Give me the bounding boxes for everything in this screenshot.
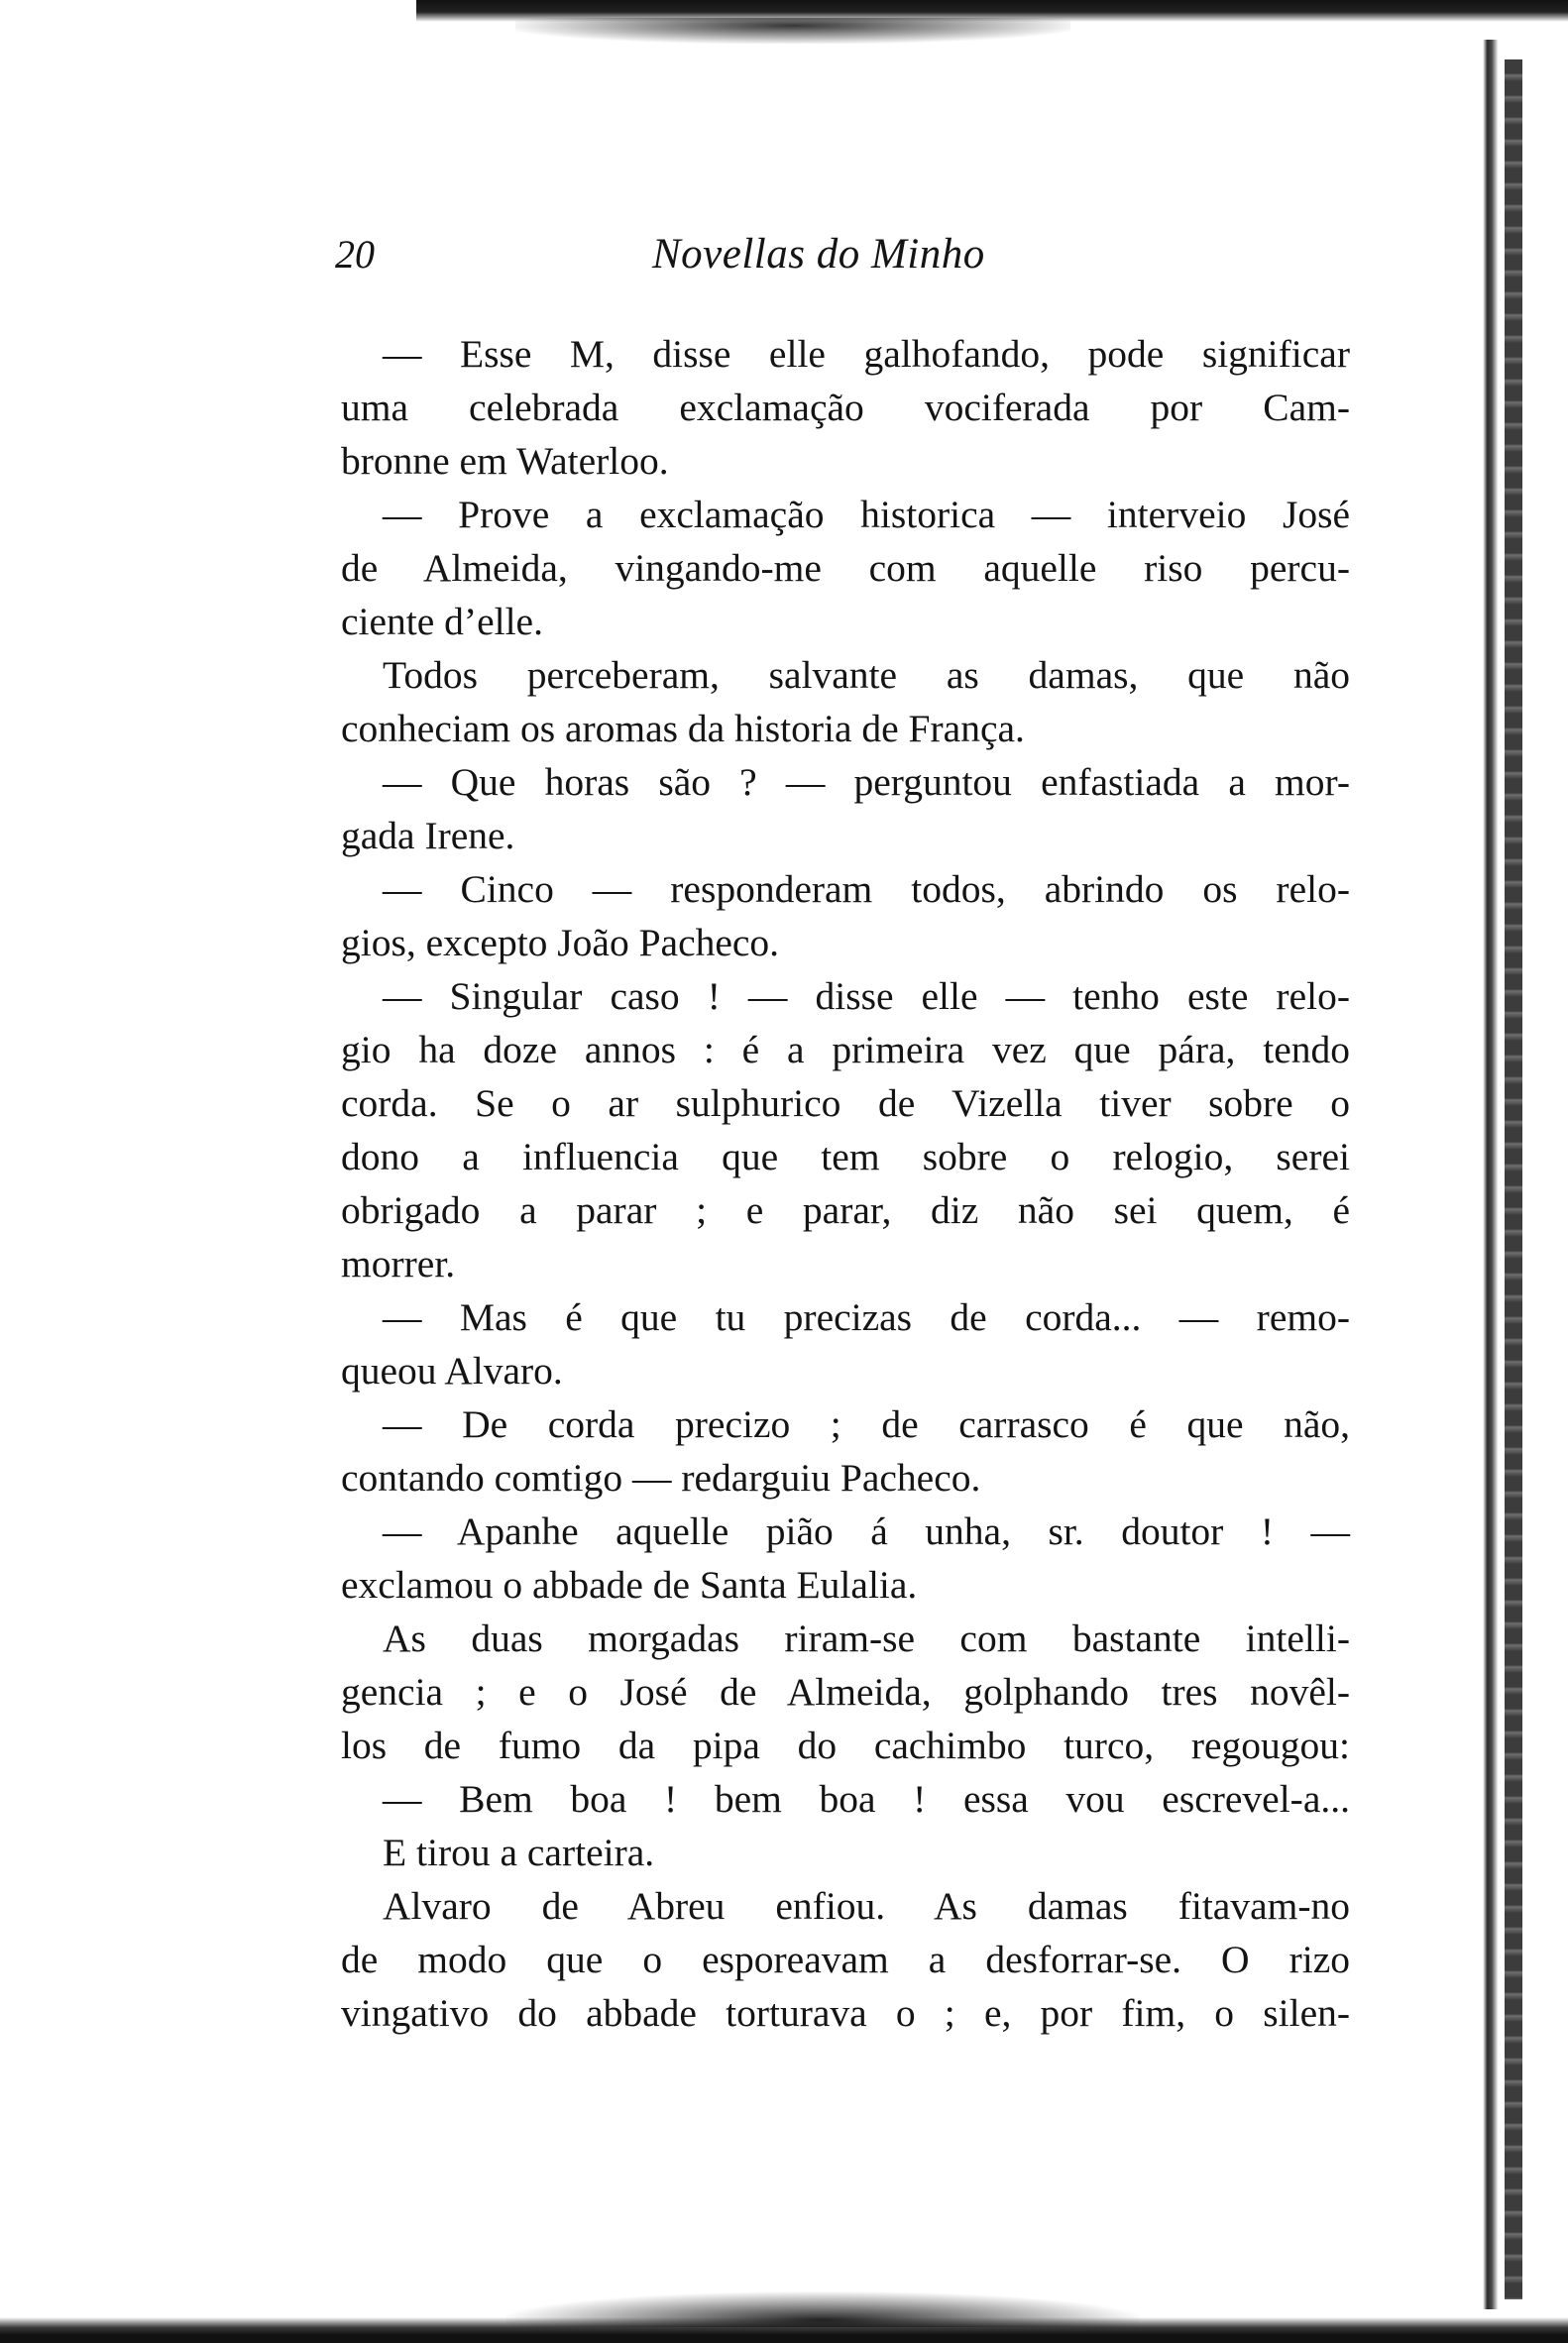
- text-line: gada Irene.: [341, 814, 515, 857]
- text-line: ciente d’elle.: [341, 600, 543, 643]
- text-line: vingativo do abbade torturava o ; e, por fim, o silen-: [341, 1991, 1350, 2035]
- text-line: — Cinco — responderam todos, abrindo os relo-: [383, 867, 1350, 911]
- text-line: — Prove a exclamação historica — interveio José: [383, 493, 1350, 536]
- text-line: gencia ; e o José de Almeida, golphando tres novêl-: [341, 1670, 1350, 1714]
- text-line: contando comtigo — redarguiu Pacheco.: [341, 1456, 981, 1500]
- text-line: dono a influencia que tem sobre o relogio, serei: [341, 1135, 1350, 1178]
- text-line: Alvaro de Abreu enfiou. As damas fitavam-no: [383, 1884, 1350, 1928]
- text-line: Todos perceberam, salvante as damas, que não: [383, 653, 1350, 697]
- text-line: — Mas é que tu precizas de corda... — remo-: [383, 1295, 1350, 1339]
- scan-top-smudge: [515, 18, 1070, 44]
- page-number: 20: [335, 232, 375, 277]
- running-title: Novellas do Minho: [652, 231, 985, 278]
- page-header: [335, 220, 1346, 289]
- text-line: E tirou a carteira.: [383, 1831, 655, 1874]
- text-line: — Que horas são ? — perguntou enfastiada a mor-: [383, 760, 1350, 804]
- body-text: [341, 327, 1350, 2040]
- text-line: uma celebrada exclamação vociferada por Cam-: [341, 386, 1350, 429]
- text-line: conheciam os aromas da historia de França.: [341, 707, 1025, 750]
- text-line: exclamou o abbade de Santa Eulalia.: [341, 1563, 918, 1607]
- text-line: gio ha doze annos : é a primeira vez que pára, tendo: [341, 1028, 1350, 1071]
- text-line: los de fumo da pipa do cachimbo turco, regougou:: [341, 1724, 1350, 1767]
- text-line: gios, excepto João Pacheco.: [341, 921, 780, 964]
- text-line: — Singular caso ! — disse elle — tenho este relo-: [383, 974, 1350, 1018]
- text-line: corda. Se o ar sulphurico de Vizella tiver sobre o: [341, 1081, 1350, 1125]
- text-line: obrigado a parar ; e parar, diz não sei quem, é: [341, 1188, 1350, 1232]
- text-line: As duas morgadas riram-se com bastante intelli-: [383, 1617, 1350, 1660]
- text-line: bronne em Waterloo.: [341, 439, 669, 483]
- text-line: morrer.: [341, 1242, 456, 1285]
- text-line: — De corda precizo ; de carrasco é que não,: [383, 1402, 1350, 1446]
- scan-bottom-smudge: [505, 2291, 1140, 2327]
- text-line: — Esse M, disse elle galhofando, pode significar: [383, 332, 1350, 376]
- scan-right-binding-shadow: [1505, 59, 1522, 2299]
- text-line: — Bem boa ! bem boa ! essa vou escrevel-a...: [383, 1777, 1350, 1821]
- text-line: queou Alvaro.: [341, 1349, 563, 1393]
- text-line: de Almeida, vingando-me com aquelle riso percu-: [341, 546, 1350, 590]
- text-line: — Apanhe aquelle pião á unha, sr. doutor ! —: [383, 1509, 1350, 1553]
- text-line: de modo que o esporeavam a desforrar-se. O rizo: [341, 1938, 1350, 1981]
